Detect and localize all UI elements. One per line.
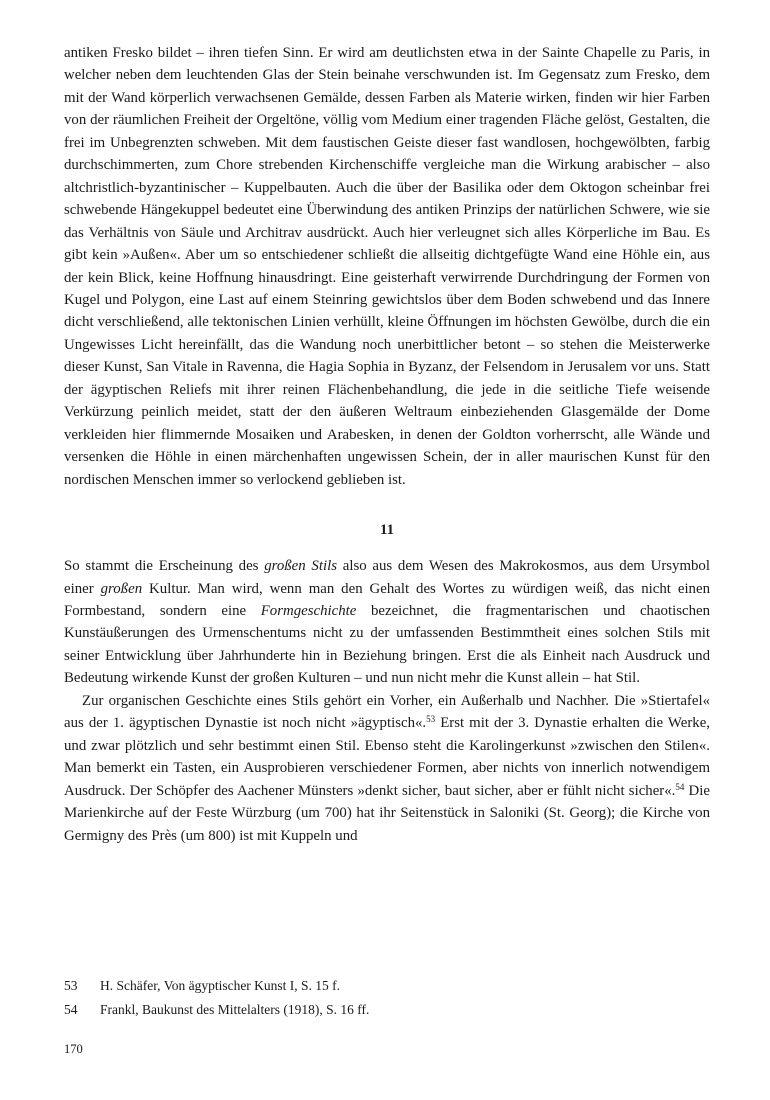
page-number: 170 [64, 1042, 83, 1056]
text-block [64, 42, 710, 491]
paragraph-1: antiken Fresko bildet – ihren tiefen Sinn. Er wird am deutlichsten etwa in der Sainte Chapelle zu Paris, in welcher neben dem leuchtenden Glas der Stein beinahe verschwunden ist. Im Gegensatz zum Fresko, dem mit der Wand körperlich verwachsenen Gemälde, dessen Farben als Materie wirken, finden wir hier Farben von der räumlichen Freiheit der Orgeltöne, völlig vom Medium einer tragenden Fläche gelöst, Gestalten, die frei im Unbegrenzten schweben. Mit dem faustischen Geiste dieser fast wandlosen, hochgewölbten, farbig durchschimmerten, zum Chore strebenden Kirchenschiffe vergleiche man die Wirkung arabischer – also altchristlich-byzantinischer – Kuppelbauten. Auch die über der Basilika oder dem Oktogon scheinbar frei schwebende Hängekuppel bedeutet eine Überwindung des antiken Prinzips der natürlichen Schwere, wie sie das Verhältnis von Säule und Architrav ausdrückt. Auch hier verleugnet sich alles Körperliche im Bau. Es gibt kein »Außen«. Aber um so entschiedener schließt die allseitig dichtgefügte Wand eine Höhle ein, aus der kein Blick, keine Hoffnung hinausdringt. Eine geisterhaft verwirrende Durchdringung der Formen von Kugel und Polygon, eine Last auf einem Steinring gewichtslos über dem Boden schwebend und das Innere dicht verschließend, alle tektonischen Linien verhüllt, kleine Öffnungen im höchsten Gewölbe, durch die ein Ungewisses Licht hereinfällt, das die Wandung noch unerbittlicher betont – so stehen die Meisterwerke dieser Kunst, San Vitale in Ravenna, die Hagia Sophia in Byzanz, der Felsendom in Jerusalem vor uns. Statt der ägyptischen Reliefs mit ihrer reinen Flächenbehandlung, die jede in die seitliche Tiefe weisende Verkürzung peinlich meidet, statt der den äußeren Weltraum einbeziehenden Glasgemälde der Dome verkleiden hier flimmernde Mosaiken und Arabesken, in denen der Goldton vorherrscht, alle Wände und versenken die Höhle in einen märchenhaften ungewissen Schein, der in aller maurischen Kunst für den nordischen Menschen immer so verlockend geblieben ist. [64, 45, 710, 488]
footnote-text: H. Schäfer, Von ägyptischer Kunst I, S. 15 f. [100, 978, 341, 993]
emphasis-text: großen [100, 580, 143, 597]
section-heading: 11 [380, 522, 394, 539]
paragraph-3-text: Erst mit der 3. Dynastie erhalten die Werke, und zwar plötzlich und sehr bestimmt einen Stil. Ebenso steht die Karolingerkunst »zwischen den Stilen«. Man bemerkt ein Tasten, ein Ausprobieren verschiedener Formen, aber nichts von innerlich notwendigem Ausdruck. Der Schöpfer des Aachener Münsters »denkt sicher, baut sicher, aber er fühlt nicht sicher«. [64, 715, 710, 799]
footnote-number: 53 [64, 978, 78, 993]
footnote [64, 998, 710, 1022]
paragraph-2-text: Kultur. Man wird, wenn man den Gehalt des Wortes zu würdigen weiß, das nicht einen Formbestand, sondern eine [64, 580, 710, 619]
paragraph-3-text: Zur organischen Geschichte eines Stils gehört ein Vorher, ein Außerhalb und Nachher. Die »Stiertafel« aus der 1. ägyptischen Dynastie ist noch nicht »ägyptisch«. [64, 692, 710, 732]
paragraph-2-text: So stammt die Erscheinung des [64, 558, 265, 575]
footnote-ref[interactable]: 54 [675, 781, 685, 792]
paragraph-3-text: Die Marienkirche auf der Feste Würzburg (um 700) hat ihr Seitenstück in Saloniki (St. Georg); die Kirche von Germigny des Près (um 800) ist mit Kuppeln und [64, 782, 710, 844]
paragraph-2 [64, 555, 710, 690]
footnotes [64, 974, 710, 1022]
footnote-ref[interactable]: 53 [426, 714, 436, 725]
page-body [64, 42, 710, 847]
paragraph-2-text: bezeichnet, die fragmentarischen und chaotischen Kunstäußerungen des Urmenschentums nicht zu der umfassenden Bestimmtheit eines solchen Stils mit seiner Entwicklung über Jahrhunderte hin in Beziehung bringen. Erst die als Einheit nach Ausdruck und Bedeutung wirkende Kunst der großen Kulturen – und nun nicht mehr die Kunst allein – hat Stil. [64, 602, 711, 687]
footnote-number: 54 [64, 1002, 78, 1017]
text-block-2 [64, 555, 710, 847]
footnote [64, 974, 710, 998]
footnote-text: Frankl, Baukunst des Mittelalters (1918), S. 16 ff. [100, 1002, 370, 1017]
emphasis-text: großen Stils [264, 558, 337, 575]
emphasis-text: Formgeschichte [260, 602, 357, 619]
paragraph-2-text: also aus dem Wesen des Makrokosmos, aus dem Ursymbol einer [64, 558, 710, 597]
paragraph-3 [64, 690, 710, 847]
